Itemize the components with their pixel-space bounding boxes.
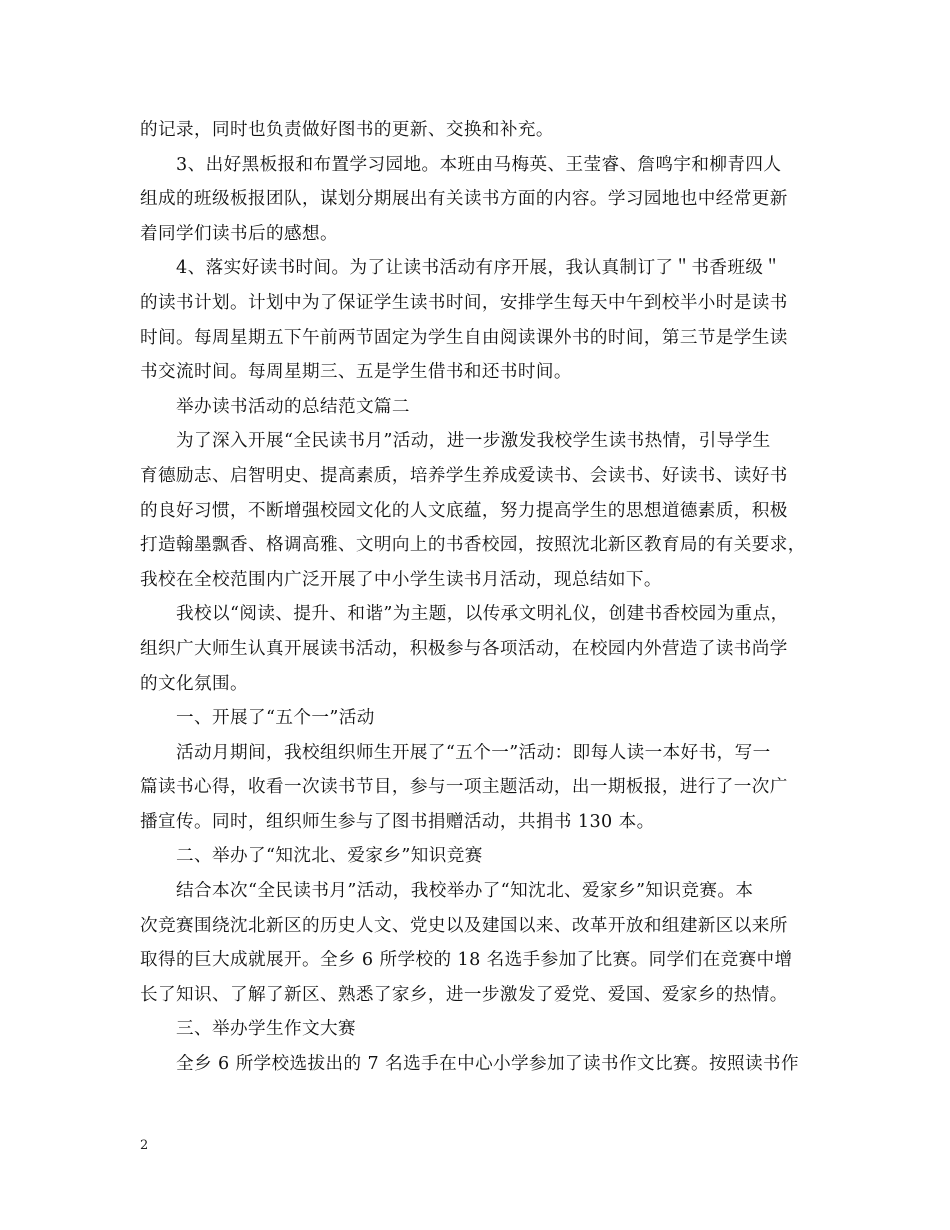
text-line: 的文化氛围。 [140, 673, 248, 694]
text-line: 活动月期间，我校组织师生开展了“五个一”活动：即每人读一本好书，写一 [176, 742, 771, 763]
text-line: 长了知识、了解了新区、熟悉了家乡，进一步激发了爱党、爱国、爱家乡的热情。 [140, 984, 788, 1005]
text-line: 全乡 6 所学校选拔出的 7 名选手在中心小学参加了读书作文比赛。按照读书作 [176, 1054, 799, 1075]
text-line: 的良好习惯，不断增强校园文化的人文底蕴，努力提高学生的思想道德素质，积极 [140, 500, 788, 521]
text-line: 次竞赛围绕沈北新区的历史人文、党史以及建国以来、改革开放和组建新区以来所 [140, 915, 788, 936]
text-line: 组织广大师生认真开展读书活动，积极参与各项活动，在校园内外营造了读书尚学 [140, 638, 788, 659]
text-line: 组成的班级板报团队，谋划分期展出有关读书方面的内容。学习园地也中经常更新 [140, 189, 788, 210]
text-line: 结合本次“全民读书月”活动，我校举办了“知沈北、爱家乡”知识竞赛。本 [176, 881, 754, 902]
text-line: 二、举办了“知沈北、爱家乡”知识竞赛 [176, 846, 483, 867]
document-body [140, 113, 820, 1082]
text-line: 着同学们读书后的感想。 [140, 223, 338, 244]
text-line: 的读书计划。计划中为了保证学生读书时间，安排学生每天中午到校半小时是读书 [140, 292, 788, 313]
text-line: 播宣传。同时，组织师生参与了图书捐赠活动，共捐书 130 本。 [140, 811, 655, 832]
text-line: 4、落实好读书时间。为了让读书活动有序开展，我认真制订了＂书香班级＂ [176, 258, 782, 279]
text-line: 我校以“阅读、提升、和谐”为主题，以传承文明礼仪，创建书香校园为重点， [176, 604, 789, 625]
text-line: 一、开展了“五个一”活动 [176, 708, 375, 729]
text-line: 取得的巨大成就展开。全乡 6 所学校的 18 名选手参加了比赛。同学们在竞赛中增 [140, 950, 793, 971]
text-line: 我校在全校范围内广泛开展了中小学生读书月活动，现总结如下。 [140, 569, 662, 590]
text-line: 举办读书活动的总结范文篇二 [176, 396, 410, 417]
text-line: 的记录，同时也负责做好图书的更新、交换和补充。 [140, 120, 554, 140]
text-line: 育德励志、启智明史、提高素质，培养学生养成爱读书、会读书、好读书、读好书 [140, 465, 788, 486]
text-line: 三、举办学生作文大赛 [176, 1019, 356, 1040]
text-line: 3、出好黑板报和布置学习园地。本班由马梅英、王莹睿、詹鸣宇和柳青四人 [176, 154, 782, 175]
text-line: 打造翰墨飘香、格调高雅、文明向上的书香校园，按照沈北新区教育局的有关要求， [140, 535, 806, 556]
text-line: 篇读书心得，收看一次读书节目，参与一项主题活动，出一期板报，进行了一次广 [140, 777, 788, 798]
page-number: 2 [140, 1138, 149, 1153]
text-line: 书交流时间。每周星期三、五是学生借书和还书时间。 [140, 362, 572, 383]
text-line: 为了深入开展“全民读书月”活动，进一步激发我校学生读书热情，引导学生 [176, 431, 771, 452]
text-line: 时间。每周星期五下午前两节固定为学生自由阅读课外书的时间，第三节是学生读 [140, 327, 788, 348]
